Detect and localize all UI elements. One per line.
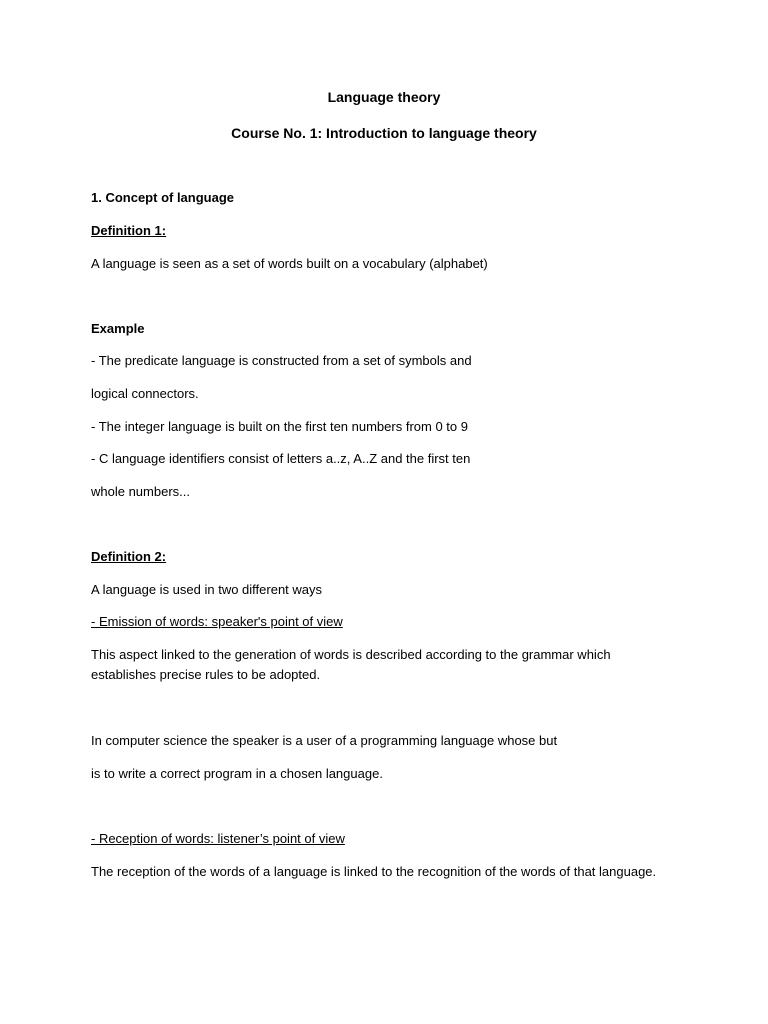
example-line-4: - C language identifiers consist of letters a..z, A..Z and the first ten bbox=[91, 451, 471, 466]
example-line-3: - The integer language is built on the first ten numbers from 0 to 9 bbox=[91, 419, 468, 434]
definition-2-heading: Definition 2: bbox=[91, 549, 167, 564]
example-heading: Example bbox=[91, 321, 145, 336]
example-line-2: logical connectors. bbox=[91, 386, 199, 401]
definition-1-heading: Definition 1: bbox=[91, 223, 167, 238]
definition-2-intro: A language is used in two different ways bbox=[91, 582, 323, 597]
example-line-1: - The predicate language is constructed from a set of symbols and bbox=[91, 353, 472, 368]
course-subtitle: Course No. 1: Introduction to language theory bbox=[231, 125, 537, 141]
emission-text: This aspect linked to the generation of words is described according to the grammar which establishes precise rules to be adopted. bbox=[91, 647, 611, 682]
definition-1-text: A language is seen as a set of words built on a vocabulary (alphabet) bbox=[91, 256, 488, 271]
section-heading-concept: 1. Concept of language bbox=[91, 190, 235, 205]
document-title: Language theory bbox=[327, 89, 441, 105]
cs-line-2: is to write a correct program in a chosen language. bbox=[91, 766, 383, 781]
reception-heading: - Reception of words: listener’s point of view bbox=[91, 831, 345, 846]
emission-heading: - Emission of words: speaker's point of view bbox=[91, 614, 343, 629]
reception-text: The reception of the words of a language is linked to the recognition of the words of that language. bbox=[91, 864, 657, 879]
cs-line-1: In computer science the speaker is a user of a programming language whose but bbox=[91, 733, 558, 748]
example-line-5: whole numbers... bbox=[91, 484, 190, 499]
